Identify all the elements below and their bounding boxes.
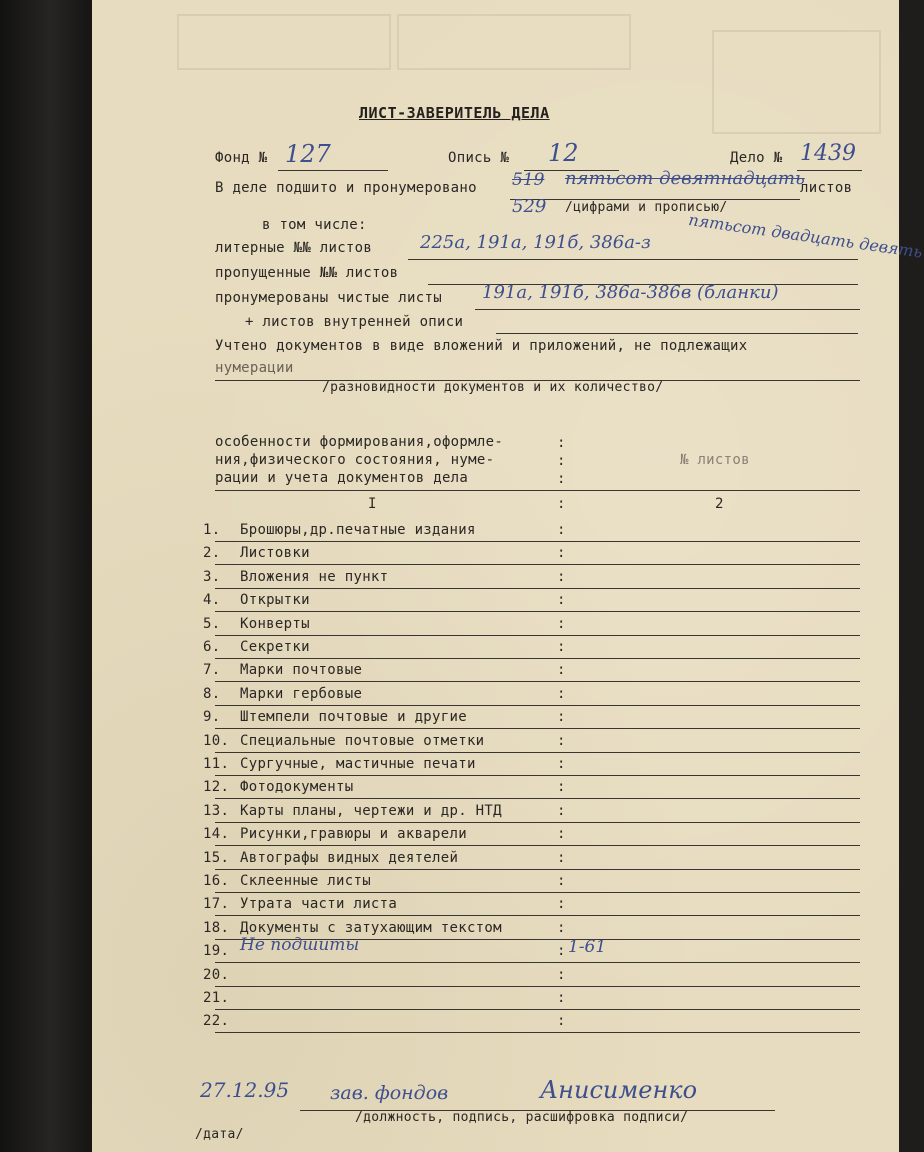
unnumbered-caption: /разновидности документов и их количество/ — [322, 380, 664, 395]
feature-rule — [215, 564, 860, 565]
feature-separator: : — [557, 522, 566, 538]
feature-rule — [215, 845, 860, 846]
feature-separator: : — [557, 943, 566, 959]
features-header-line1: особенности формирования,оформле- — [215, 434, 504, 450]
feature-separator: : — [557, 662, 566, 678]
feature-separator: : — [557, 569, 566, 585]
feature-separator: : — [557, 639, 566, 655]
unnumbered-line1: Учтено документов в виде вложений и приложений, не подлежащих — [215, 338, 748, 354]
feature-label: Конверты — [240, 616, 310, 632]
opis-label: Опись № — [448, 150, 510, 166]
feature-label: Сургучные, мастичные печати — [240, 756, 476, 772]
feature-handwritten-note: Не подшиты — [240, 935, 360, 955]
feature-number: 15. — [203, 850, 230, 866]
numbered-digits-corrected: 529 — [512, 196, 547, 217]
inner-inventory-underline — [496, 333, 858, 334]
feature-separator: : — [557, 545, 566, 561]
feature-number: 14. — [203, 826, 230, 842]
delo-label: Дело № — [730, 150, 783, 166]
numbered-digits: 519 — [512, 170, 545, 190]
feature-separator: : — [557, 686, 566, 702]
numbered-words: пятьсот девятнадцать — [565, 168, 805, 189]
literal-sheets-value: 225а, 191а, 191б, 386а-з — [420, 232, 651, 253]
feature-label: Склеенные листы — [240, 873, 371, 889]
delo-underline — [797, 170, 862, 171]
feature-label: Вложения не пункт — [240, 569, 389, 585]
fond-underline — [278, 170, 388, 171]
feature-number: 6. — [203, 639, 221, 655]
feature-rule — [215, 681, 860, 682]
feature-rule — [215, 869, 860, 870]
feature-rule — [215, 1009, 860, 1010]
fond-value: 127 — [285, 140, 331, 168]
delo-value: 1439 — [800, 141, 856, 166]
feature-label: Автографы видных деятелей — [240, 850, 459, 866]
feature-label: Карты планы, чертежи и др. НТД — [240, 803, 502, 819]
feature-number: 5. — [203, 616, 221, 632]
numbered-caption: /цифрами и прописью/ — [565, 200, 728, 215]
signature-caption: /должность, подпись, расшифровка подписи/ — [355, 1110, 689, 1125]
feature-separator: : — [557, 896, 566, 912]
fond-label: Фонд № — [215, 150, 268, 166]
feature-number: 13. — [203, 803, 230, 819]
feature-separator: : — [557, 779, 566, 795]
feature-rule — [215, 915, 860, 916]
feature-label: Брошюры,др.печатные издания — [240, 522, 476, 538]
feature-number: 18. — [203, 920, 230, 936]
feature-rule — [215, 892, 860, 893]
feature-label: Специальные почтовые отметки — [240, 733, 485, 749]
feature-rule — [215, 658, 860, 659]
document-title: ЛИСТ-ЗАВЕРИТЕЛЬ ДЕЛА — [359, 104, 550, 122]
feature-separator: : — [557, 592, 566, 608]
feature-separator: : — [557, 756, 566, 772]
feature-label: Открытки — [240, 592, 310, 608]
bleed-through-stamp — [177, 14, 391, 70]
numbered-label: В деле подшито и пронумеровано — [215, 180, 477, 196]
features-col1-number: I — [368, 496, 377, 512]
binding-edge — [0, 0, 92, 1152]
feature-number: 20. — [203, 967, 230, 983]
feature-number: 19. — [203, 943, 230, 959]
feature-number: 1. — [203, 522, 221, 538]
feature-separator: : — [557, 709, 566, 725]
feature-number: 10. — [203, 733, 230, 749]
feature-number: 11. — [203, 756, 230, 772]
feature-separator: : — [557, 967, 566, 983]
feature-number: 16. — [203, 873, 230, 889]
feature-label: Секретки — [240, 639, 310, 655]
feature-separator: : — [557, 920, 566, 936]
features-header-separator: : : : — [557, 435, 566, 487]
feature-number: 3. — [203, 569, 221, 585]
feature-number: 9. — [203, 709, 221, 725]
feature-separator: : — [557, 803, 566, 819]
feature-number: 12. — [203, 779, 230, 795]
feature-rule — [215, 705, 860, 706]
features-header-line3: рации и учета документов дела — [215, 470, 469, 486]
feature-label: Утрата части листа — [240, 896, 398, 912]
feature-rule — [215, 798, 860, 799]
features-col2-number: 2 — [715, 496, 724, 512]
feature-label: Листовки — [240, 545, 310, 561]
feature-rule — [215, 752, 860, 753]
feature-label: Документы с затухающим текстом — [240, 920, 502, 936]
bleed-through-stamp — [397, 14, 631, 70]
feature-number: 7. — [203, 662, 221, 678]
signature-name: Анисименко — [540, 1076, 698, 1104]
feature-rule — [215, 611, 860, 612]
feature-number: 8. — [203, 686, 221, 702]
feature-rule — [215, 822, 860, 823]
inner-inventory-label: + листов внутренней описи — [245, 314, 464, 330]
feature-label: Фотодокументы — [240, 779, 354, 795]
feature-separator: : — [557, 873, 566, 889]
feature-number: 21. — [203, 990, 230, 1006]
feature-rule — [215, 986, 860, 987]
feature-number: 2. — [203, 545, 221, 561]
skipped-sheets-label: пропущенные №№ листов — [215, 265, 399, 281]
features-number-separator: : — [557, 496, 566, 512]
feature-label: Марки гербовые — [240, 686, 363, 702]
feature-number: 17. — [203, 896, 230, 912]
blank-sheets-underline — [475, 309, 860, 310]
bleed-through-stamp — [712, 30, 881, 134]
feature-label: Марки почтовые — [240, 662, 363, 678]
features-col2-header: № листов — [680, 452, 750, 468]
blank-sheets-label: пронумерованы чистые листы — [215, 290, 442, 306]
feature-separator: : — [557, 850, 566, 866]
feature-rule — [215, 728, 860, 729]
feature-rule — [215, 541, 860, 542]
feature-separator: : — [557, 733, 566, 749]
features-header-rule — [215, 490, 860, 491]
numbered-unit: листов — [800, 180, 853, 196]
literal-sheets-label: литерные №№ листов — [215, 240, 373, 256]
feature-label: Штемпели почтовые и другие — [240, 709, 467, 725]
numbered-words-corrected: пятьсот двадцать девять — [687, 210, 924, 262]
feature-number: 4. — [203, 592, 221, 608]
feature-separator: : — [557, 990, 566, 1006]
blank-sheets-value: 191а, 191б, 386а-386в (бланки) — [482, 282, 779, 303]
unnumbered-line2: нумерации — [215, 360, 294, 376]
signature-position: зав. фондов — [330, 1082, 449, 1104]
feature-separator: : — [557, 826, 566, 842]
feature-sheet-numbers: 1-61 — [568, 937, 607, 957]
features-header-line2: ния,физического состояния, нуме- — [215, 452, 495, 468]
feature-number: 22. — [203, 1013, 230, 1029]
feature-rule — [215, 775, 860, 776]
signature-date: 27.12.95 — [200, 1078, 290, 1102]
date-caption: /дата/ — [195, 1127, 244, 1142]
feature-rule — [215, 635, 860, 636]
feature-rule — [215, 962, 860, 963]
including-label: в том числе: — [262, 217, 367, 233]
feature-rule — [215, 588, 860, 589]
literal-sheets-underline — [408, 259, 858, 260]
opis-value: 12 — [548, 139, 579, 167]
feature-separator: : — [557, 616, 566, 632]
feature-rule — [215, 1032, 860, 1033]
feature-label: Рисунки,гравюры и акварели — [240, 826, 467, 842]
feature-separator: : — [557, 1013, 566, 1029]
